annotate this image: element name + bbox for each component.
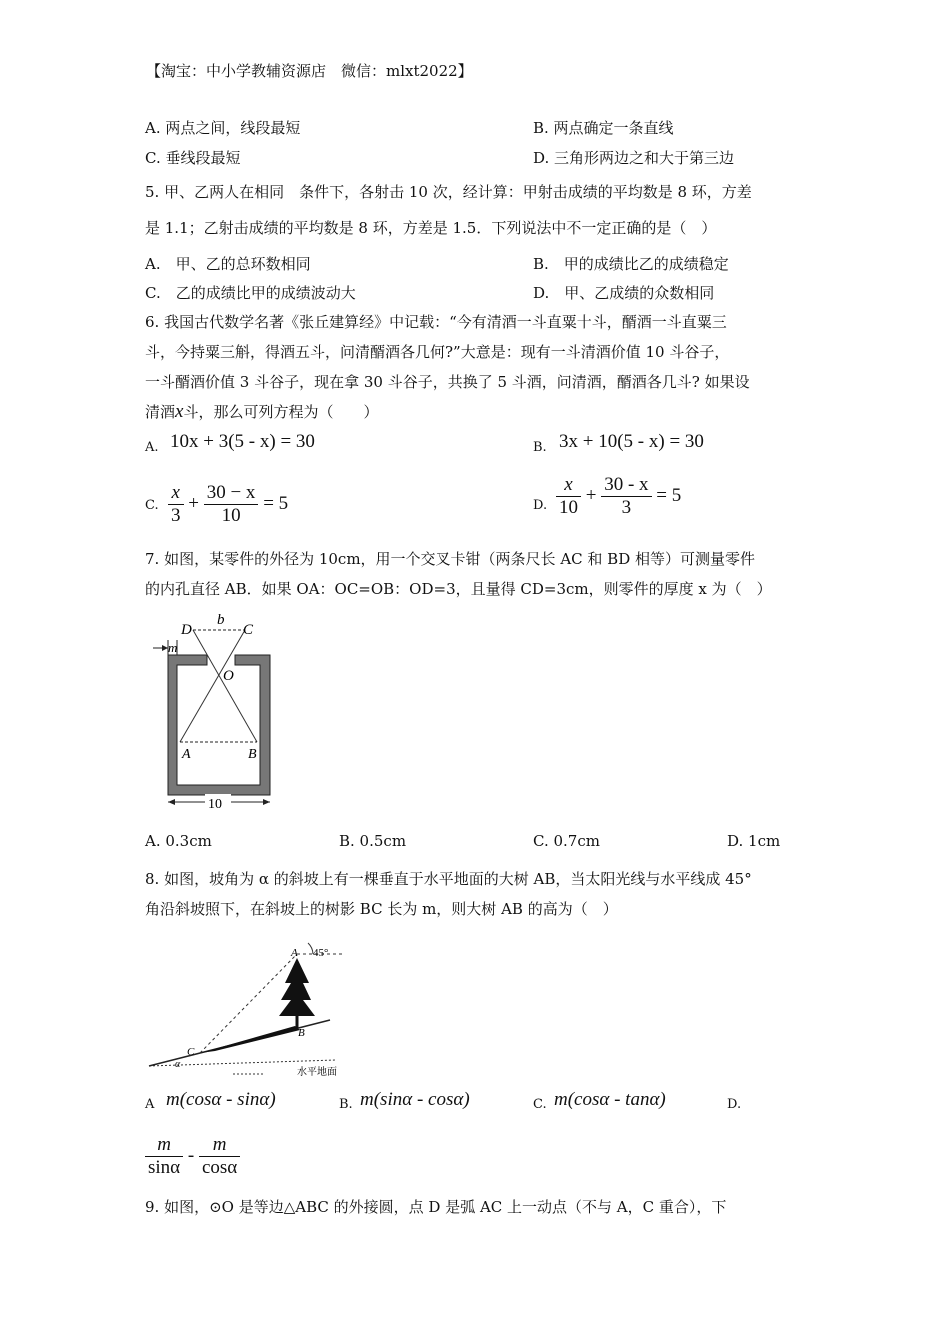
- q6-stem-line4: [145, 401, 378, 423]
- q6-stem-line2: 斗，今持粟三斛，得酒五斗，问清醑酒各几何?”大意是：现有一斗清酒价值 10 斗谷子，: [145, 343, 730, 361]
- q6-option-b-label: B.: [533, 440, 547, 455]
- q8-label-C: C: [187, 1046, 195, 1058]
- q8-option-a-label: A: [145, 1097, 155, 1112]
- q7-caliper-figure: [145, 610, 280, 815]
- q8-d-minus: -: [187, 1144, 195, 1166]
- q8-label-B: B: [298, 1027, 305, 1039]
- page-header: 【淘宝：中小学教辅资源店 微信：mlxt2022】: [146, 62, 473, 80]
- q5-option-b: B. 甲的成绩比乙的成绩稳定: [533, 255, 729, 273]
- q8-d-fraction-2: $\frac{m}{\cos\alpha}$: [199, 1134, 240, 1179]
- q6-variable-x: x: [175, 401, 184, 422]
- q8-option-c-label: C.: [533, 1097, 547, 1112]
- q8-option-a-expr: m(cosα - sinα): [166, 1089, 276, 1110]
- q6-c-equals: = 5: [263, 492, 289, 514]
- q7-label-m: m: [168, 640, 178, 655]
- q5-stem-line2: 是 1.1；乙射击成绩的平均数是 8 环，方差是 1.5．下列说法中不一定正确的是（ ）: [145, 219, 717, 237]
- q7-label-C: C: [243, 622, 254, 638]
- q6-stem-line3: 一斗醑酒价值 3 斗谷子，现在拿 30 斗谷子，共换了 5 斗酒，问清酒，醑酒各几斗? 如果设: [145, 373, 750, 391]
- q5-stem-line1: 5. 甲、乙两人在相同 条件下，各射击 10 次，经计算：甲射击成绩的平均数是 8 环，方差: [145, 183, 752, 201]
- q8-slope-figure: [145, 938, 350, 1080]
- q6-text-tail: 斗，那么可列方程为（ ）: [183, 403, 379, 421]
- q7-stem-line1: 7. 如图，某零件的外径为 10cm，用一个交叉卡钳（两条尺长 AC 和 BD 相等）可测量零件: [145, 550, 755, 568]
- q6-c-plus: +: [188, 492, 199, 514]
- q8-label-alpha: α: [175, 1059, 181, 1070]
- q8-label-A: A: [291, 947, 298, 959]
- q8-stem-line1: 8. 如图，坡角为 α 的斜坡上有一棵垂直于水平地面的大树 AB，当太阳光线与水平线成 45°: [145, 870, 752, 888]
- q7-option-a: A. 0.3cm: [145, 832, 212, 850]
- q8-stem-line2: 角沿斜坡照下，在斜坡上的树影 BC 长为 m，则大树 AB 的高为（ ）: [145, 900, 618, 918]
- q6-text-qingjiu: 清酒: [145, 403, 176, 421]
- q6-d-equals: = 5: [656, 484, 682, 506]
- q8-label-45: 45°: [313, 947, 329, 959]
- q6-option-c-expr: [168, 482, 288, 527]
- q7-label-A: A: [182, 747, 191, 762]
- q8-option-b-expr: m(sinα - cosα): [360, 1089, 470, 1110]
- q7-option-c: C. 0.7cm: [533, 832, 600, 850]
- q6-option-d-label: D.: [533, 498, 548, 513]
- q7-option-b: B. 0.5cm: [339, 832, 407, 850]
- q6-d-fraction-2: $\frac{30 - x}{3}$: [601, 474, 651, 519]
- q8-label-ground: 水平地面: [297, 1067, 337, 1078]
- q6-c-fraction-2: $\frac{30 - x}{10}$: [204, 482, 259, 527]
- q7-label-b: b: [217, 612, 225, 628]
- q6-option-c-label: C.: [145, 498, 159, 513]
- q6-option-b-expr: 3x + 10(5 - x) = 30: [559, 431, 704, 452]
- q6-d-plus: +: [585, 484, 597, 506]
- q6-option-a-expr: 10x + 3(5 - x) = 30: [170, 431, 315, 452]
- q5-option-a: A. 甲、乙的总环数相同: [145, 255, 311, 273]
- q4-option-a: A. 两点之间，线段最短: [145, 119, 301, 137]
- q6-d-fraction-1: $\frac{x}{10}$: [556, 474, 581, 519]
- q4-option-c: C. 垂线段最短: [145, 149, 241, 167]
- q8-option-b-label: B.: [339, 1097, 353, 1112]
- q8-option-c-expr: m(cosα - tanα): [554, 1089, 666, 1110]
- q5-option-c: C. 乙的成绩比甲的成绩波动大: [145, 284, 356, 302]
- q8-option-d-expr: [145, 1134, 240, 1179]
- q7-option-d: D. 1cm: [727, 832, 781, 850]
- q8-option-d-label: D.: [727, 1097, 742, 1112]
- q8-d-fraction-1: $\frac{m}{\sin\alpha}$: [145, 1134, 183, 1179]
- q6-option-a-label: A.: [145, 440, 159, 455]
- q6-c-fraction-1: $\frac{x}{3}$: [168, 482, 184, 527]
- q7-label-O: O: [223, 668, 234, 684]
- q5-option-d: D. 甲、乙成绩的众数相同: [533, 284, 715, 302]
- q7-label-D: D: [181, 622, 192, 638]
- q7-stem-line2: 的内孔直径 AB．如果 OA：OC=OB：OD=3，且量得 CD=3cm，则零件的厚度 x 为（ ）: [145, 580, 772, 598]
- q7-label-B: B: [248, 747, 257, 762]
- q6-option-d-expr: [556, 474, 681, 519]
- q4-option-b: B. 两点确定一条直线: [533, 119, 674, 137]
- q7-label-width: 10: [208, 797, 222, 812]
- q6-stem-line1: 6. 我国古代数学名著《张丘建算经》中记载：“今有清酒一斗直粟十斗，醑酒一斗直粟三: [145, 313, 727, 331]
- q4-option-d: D. 三角形两边之和大于第三边: [533, 149, 735, 167]
- q9-stem-line1: 9. 如图，⊙O 是等边△ABC 的外接圆，点 D 是弧 AC 上一动点（不与 A，C 重合），下: [145, 1198, 727, 1216]
